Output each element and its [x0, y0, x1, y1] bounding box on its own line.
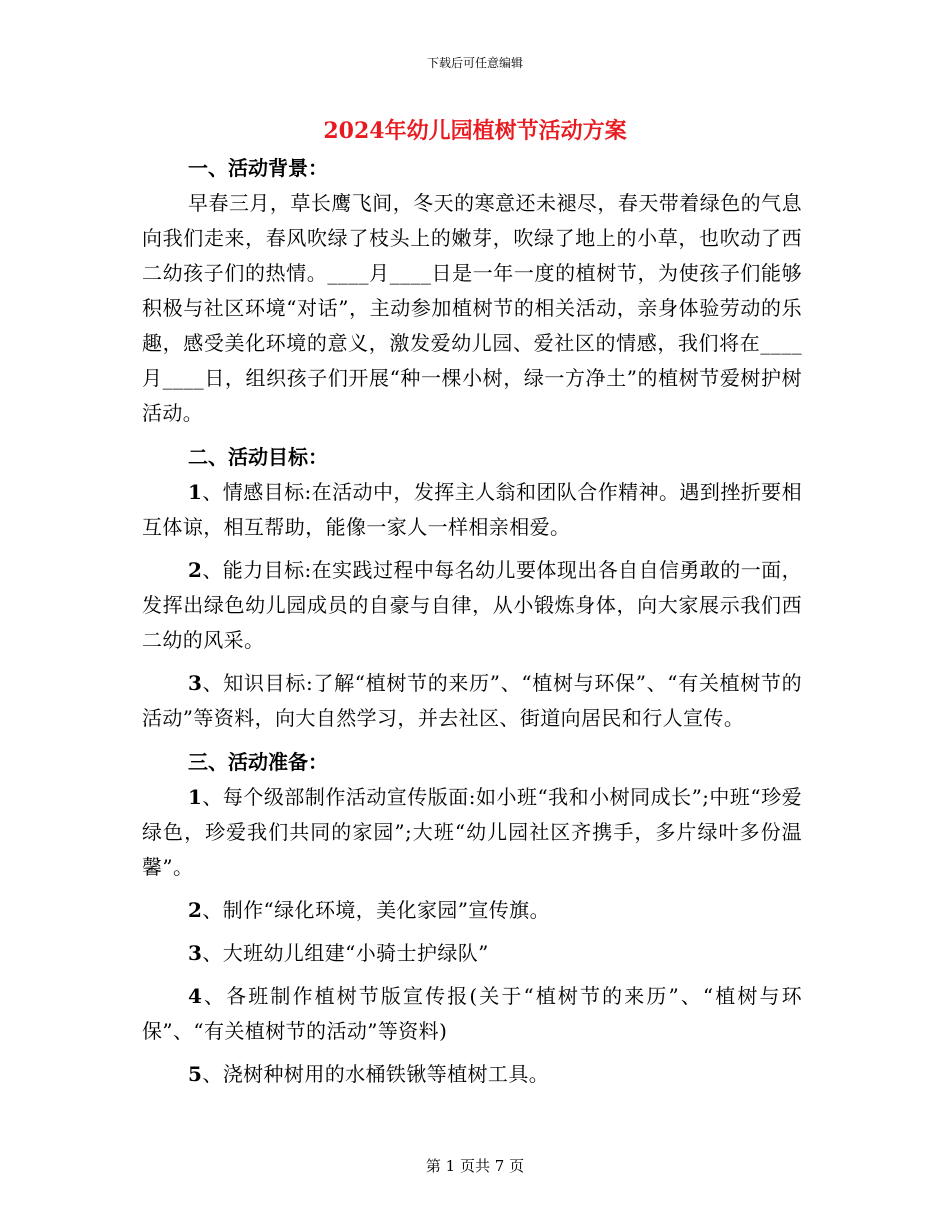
preparation-item: 1、每个级部制作活动宣传版面:如小班“我和小树同成长”;中班“珍爱绿色，珍爱我们共同的家园”;大班“幼儿园社区齐携手，多片绿叶多份温馨”。	[142, 785, 802, 879]
page-header-note: 下载后可任意编辑	[426, 56, 523, 70]
document-body	[142, 150, 802, 1092]
page-number: 第 1 页共 7 页	[425, 1157, 525, 1175]
goal-item: 1、情感目标:在活动中，发挥主人翁和团队合作精神。遇到挫折要相互体谅，相互帮助，能像一家人一样相亲相爱。	[142, 480, 802, 539]
section-heading-goals: 二、活动目标：	[188, 445, 328, 469]
document-title: 2024年幼儿园植树节活动方案	[323, 118, 627, 144]
preparation-item: 5、浇树种树用的水桶铁锹等植树工具。	[188, 1062, 550, 1086]
goal-item: 2、能力目标:在实践过程中每名幼儿要体现出各自自信勇敢的一面，发挥出绿色幼儿园成员的自豪与自律，从小锻炼身体，向大家展示我们西二幼的风采。	[142, 558, 802, 652]
preparation-item: 2、制作“绿化环境，美化家园”宣传旗。	[188, 898, 550, 922]
preparation-item: 4、各班制作植树节版宣传报(关于“植树节的来历”、“植树与环保”、“有关植树节的活动”等资料)	[142, 984, 802, 1043]
preparation-item: 3、大班幼儿组建“小骑士护绿队”	[188, 941, 489, 965]
section-heading-background: 一、活动背景：	[188, 156, 328, 180]
background-paragraph: 早春三月，草长鹰飞间，冬天的寒意还未褪尽，春天带着绿色的气息向我们走来，春风吹绿了枝头上的嫩芽，吹绿了地上的小草，也吹动了西二幼孩子们的热情。____月____日是一年一度的植树节，为使孩子们能够积极与社区环境“对话”，主动参加植树节的相关活动，亲身体验劳动的乐趣，感受美化环境的意义，激发爱幼儿园、爱社区的情感，我们将在____月____日，组织孩子们开展“种一棵小树，绿一方净土”的植树节爱树护树活动。	[142, 191, 802, 425]
section-heading-preparation: 三、活动准备：	[188, 750, 328, 774]
goal-item: 3、知识目标:了解“植树节的来历”、“植树与环保”、“有关植树节的活动”等资料，向大自然学习，并去社区、街道向居民和行人宣传。	[142, 671, 802, 730]
